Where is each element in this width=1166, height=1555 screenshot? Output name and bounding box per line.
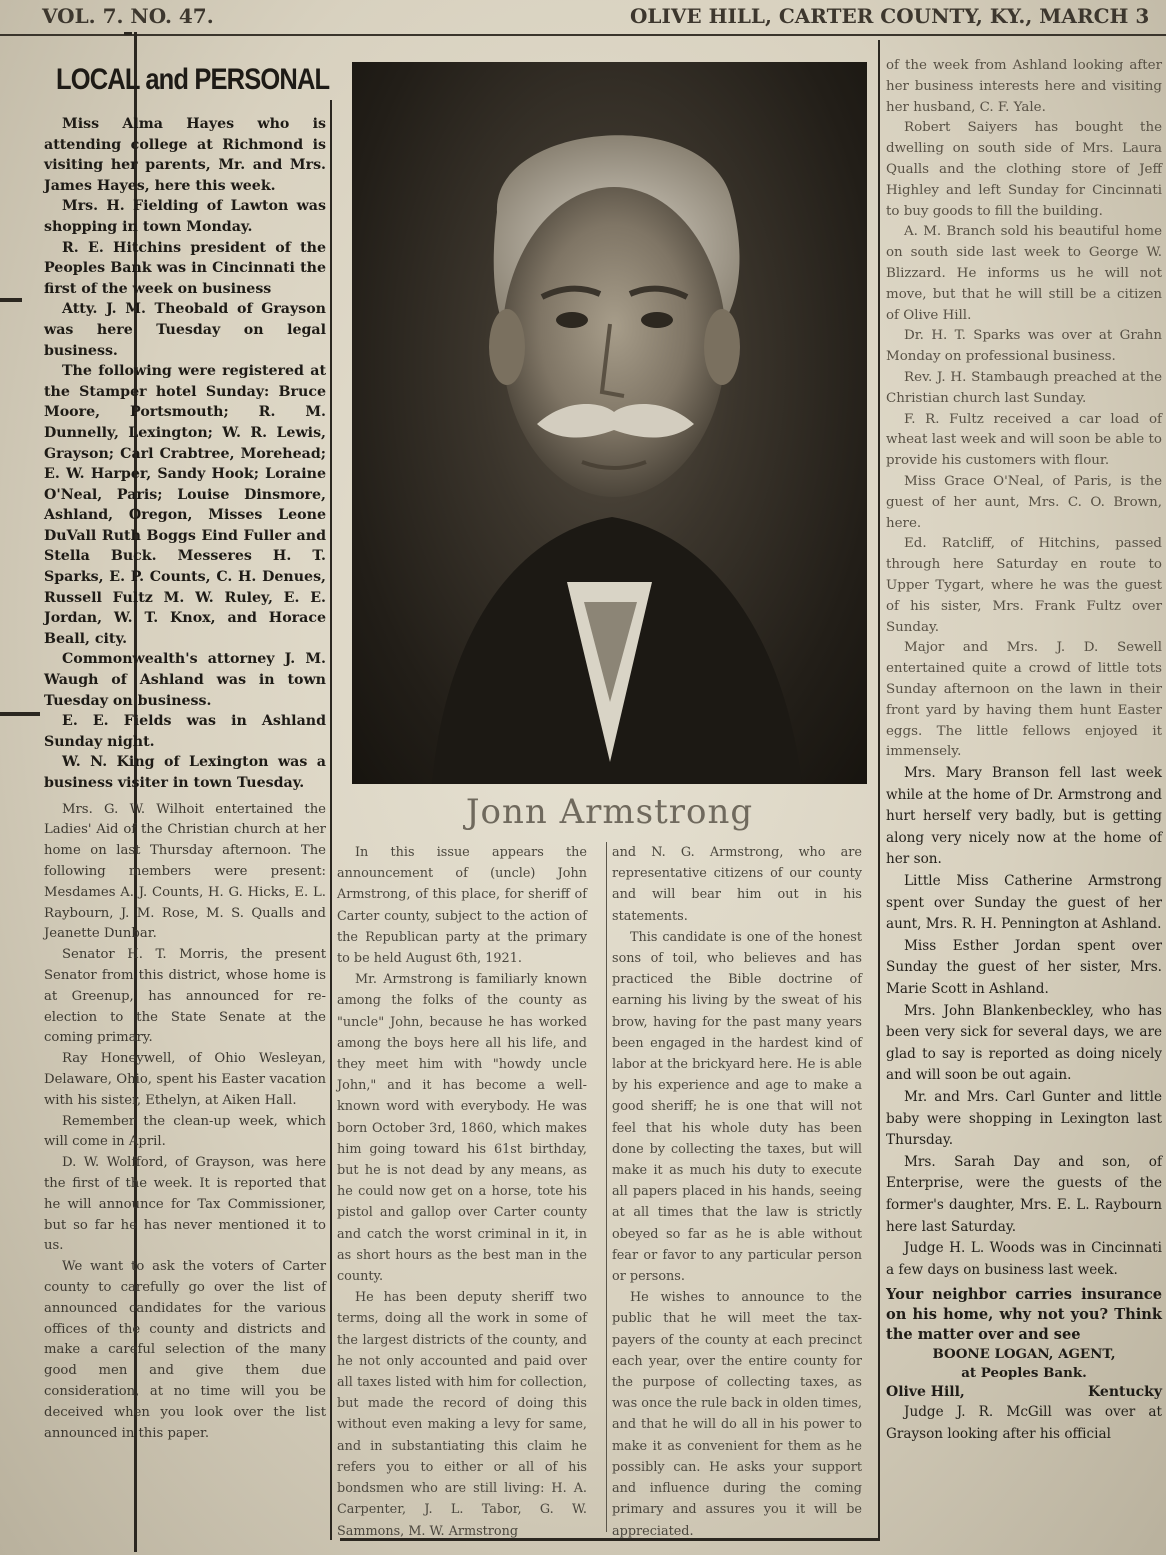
ad-agent: BOONE LOGAN, AGENT, [932,1346,1116,1363]
news-item: Commonwealth's attorney J. M. Waugh of Ashland was in town Tuesday on business. [44,651,326,709]
news-item: Dr. H. T. Sparks was over at Grahn Monday on professional business. [886,328,1162,365]
light-items [44,800,326,1445]
ad-text: Your neighbor carries insurance on his home, why not you? Think the matter over and see [886,1286,1162,1344]
story-paragraph: In this issue appears the announcement of (uncle) John Armstrong, of this place, for sheriff of Carter county, subject to the action of the Republican party at the primary to be held August 6th, 1921. [337,845,587,967]
news-item: Little Miss Catherine Armstrong spent over Sunday the guest of her aunt, Mrs. R. H. Pennington at Ashland. [886,873,1162,933]
news-item: Judge J. R. McGill was over at Grayson looking after his official [886,1404,1162,1442]
news-item: Miss Alma Hayes who is attending college at Richmond is visiting her parents, Mr. and Mrs. James Hayes, here this week. [44,116,326,194]
news-item: Miss Grace O'Neal, of Paris, is the guest of her aunt, Mrs. C. O. Brown, here. [886,473,1162,531]
dark-items [886,763,1162,1281]
column-rule-mid [330,100,332,1540]
margin-mark-top [0,298,22,302]
story-paragraph: Mr. Armstrong is familiarly known among the folks of the county as "uncle" John, because he has worked among the boys here all his life, and they meet him with "howdy uncle John," and it has become a well-known word with everybody. He was born October 3rd, 1860, which makes him going toward his 61st birthday, but he is not dead by any means, as he could now get on a horse, tote his pistol and gallop over Carter county and catch the worst criminal in it, in as short hours as the best man in the county. [337,972,587,1285]
ad-bank: at Peoples Bank. [961,1365,1087,1382]
column-rule-right [878,40,880,1540]
insurance-ad [886,1285,1162,1402]
dateline: OLIVE HILL, CARTER COUNTY, KY., MARCH 3 [630,4,1150,28]
bold-items [44,114,326,794]
portrait-drawing [352,62,867,784]
volume-number: VOL. 7. NO. 47. [42,4,214,28]
bottom-rule [340,1538,880,1541]
news-item: Mrs. Mary Branson fell last week while at the home of Dr. Armstrong and hurt herself very badly, but is getting along very nicely now at the home of her son. [886,765,1162,868]
story-paragraph: He has been deputy sheriff two terms, doing all the work in some of the largest districts of the county, and he not only accounted and paid over all taxes listed with him for collection, but made the record of doing this without even making a levy for same, and in substantiating this claim he refers you to either or all of his bondsmen who are still living: H. A. Carpenter, J. L. Tabor, G. W. Sammons, M. W. Armstrong [337,1290,587,1539]
news-item: Judge H. L. Woods was in Cincinnati a few days on business last week. [886,1240,1162,1278]
news-item: Atty. J. M. Theobald of Grayson was here Tuesday on legal business. [44,301,326,359]
story-column-2 [612,842,862,1539]
local-personal-column [44,62,330,1552]
news-item: E. E. Fields was in Ashland Sunday night. [44,713,326,750]
news-item: The following were registered at the Stamper hotel Sunday: Bruce Moore, Portsmouth; R. M. Dunnelly, Lexington; W. R. Lewis, Grayson; Carl Crabtree, Morehead; E. W. Harper, Sandy Hook; Loraine O'Neal, Paris; Louise Dinsmore, Ashland, Oregon, Misses Leone DuVall Ruth Boggs Eind Fuller and Stella Buck. Messeres H. T. Sparks, E. P. Counts, C. H. Denues, Russell Fultz M. W. Ruley, E. E. Jordan, W. T. Knox, and Horace Beall, city. [44,363,326,647]
news-item: Senator H. T. Morris, the present Senator from this district, whose home is at Greenup, has announced for re-election to the State Senate at the coming primary. [44,947,326,1046]
story-paragraph: He wishes to announce to the public that he will meet the tax-payers of the county at each precinct each year, over the entire county for the purpose of collecting taxes, as was once the rule back in olden times, and that he will do all in his power to make it as convenient for them as he possibly can. He asks your support and influence during the coming primary and assures you it will be appreciated. [612,1290,862,1539]
news-item: F. R. Fultz received a car load of wheat last week and will soon be able to provide his customers with flour. [886,411,1162,469]
news-item: Ed. Ratcliff, of Hitchins, passed through here Saturday en route to Upper Tygart, where he was the guest of his sister, Mrs. Frank Fultz over Sunday. [886,536,1162,635]
margin-mark-bottom [0,712,40,716]
news-item: of the week from Ashland looking after her business interests here and visiting her husband, C. F. Yale. [886,58,1162,115]
story-paragraph: and N. G. Armstrong, who are representative citizens of our county and will bear him out in his statements. [612,845,862,924]
news-item: Remember the clean-up week, which will come in April. [44,1113,326,1150]
news-item: W. N. King of Lexington was a business visiter in town Tuesday. [44,754,326,791]
ad-state: Kentucky [1088,1384,1162,1401]
story-column-rule [606,842,607,1532]
news-item: Miss Esther Jordan spent over Sunday the guest of her sister, Mrs. Marie Scott in Ashland. [886,937,1162,998]
news-item: A. M. Branch sold his beautiful home on south side last week to George W. Blizzard. He informs us he will not move, but that he will still be a citizen of Olive Hill. [886,224,1162,323]
ad-town: Olive Hill, [886,1384,965,1401]
ad-location [886,1383,1162,1402]
right-news-column [886,56,1162,1555]
news-item: Mrs. John Blankenbeckley, who has been very sick for several days, we are glad to say is reported as doing nicely and will soon be out again. [886,1002,1162,1084]
news-item: Mrs. G. W. Wilhoit entertained the Ladies' Aid of the Christian church at her home on last Thursday afternoon. The following members were present: Mesdames A. J. Counts, H. G. Hicks, E. L. Raybourn, J. M. Rose, M. S. Qualls and Jeanette Dunbar. [44,801,326,942]
news-item: Major and Mrs. J. D. Sewell entertained quite a crowd of little tots Sunday afternoon on the lawn in their front yard by having them hunt Easter eggs. The little fellows enjoyed it immensely. [886,640,1162,760]
faded-items [886,56,1162,763]
news-item: Rev. J. H. Stambaugh preached at the Christian church last Sunday. [886,369,1162,406]
news-item: R. E. Hitchins president of the Peoples Bank was in Cincinnati the first of the week on business [44,239,326,297]
story-paragraph: This candidate is one of the honest sons of toil, who believes and has practiced the Bible doctrine of earning his living by the sweat of his brow, having for the past many years been engaged in the hardest kind of labor at the brickyard here. He is able by his experience and age to make a good sheriff; he is one that will not feel that his whole duty has been done by collecting the taxes, but will make it as much his duty to execute all papers placed in his hands, seeing at all times that the law is strictly obeyed so far as he is able without fear or favor to any particular person or persons. [612,929,862,1285]
column-rule-left-short [124,32,132,35]
news-item: D. W. Wolfford, of Grayson, was here the first of the week. It is reported that he will announce for Tax Commissioner, but so far he has never mentioned it to us. [44,1155,326,1254]
news-item: We want to ask the voters of Carter county to carefully go over the list of announced candidates for the various offices of the county and districts and make a careful selection of the many good men and give them due consideration, at no time will you be deceived when you look over the list announced in this paper. [44,1259,326,1441]
section-heading: LOCAL and PERSONAL [56,63,330,96]
story-column-1 [337,842,587,1539]
news-item: Mr. and Mrs. Carl Gunter and little baby were shopping in Lexington last Thursday. [886,1089,1162,1149]
photo-caption: Jonn Armstrong [465,792,754,832]
news-item: Ray Honeywell, of Ohio Wesleyan, Delaware, Ohio, spent his Easter vacation with his sister, Ethelyn, at Aiken Hall. [44,1051,326,1108]
news-item: Mrs. Sarah Day and son, of Enterprise, were the guests of the former's daughter, Mrs. E. L. Raybourn here last Saturday. [886,1153,1162,1235]
news-item: Mrs. H. Fielding of Lawton was shopping in town Monday. [44,198,326,235]
masthead [0,0,1166,36]
news-item: Robert Saiyers has bought the dwelling on south side of Mrs. Laura Qualls and the clothing store of Jeff Highley and left Sunday for Cincinnati to buy goods to fill the building. [886,120,1162,219]
portrait-photo [352,62,867,784]
